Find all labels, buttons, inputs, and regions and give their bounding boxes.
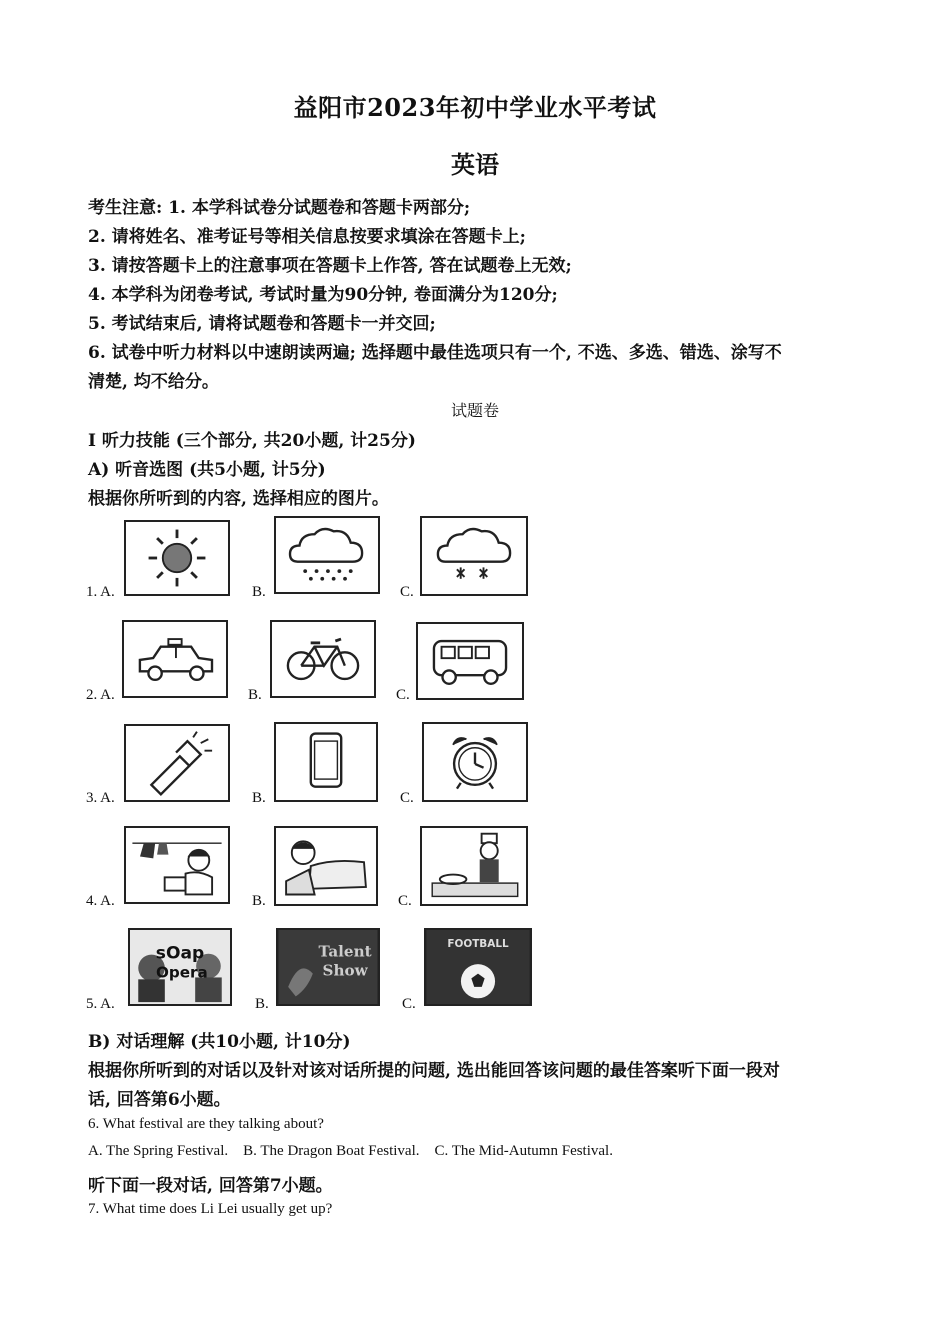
option-1b-picture — [274, 516, 380, 594]
question-6-options: A. The Spring Festival. B. The Dragon Boat Festival. C. The Mid-Autumn Festival. — [88, 1143, 613, 1159]
part1-instruction-a: 根据你所听到的内容, 选择相应的图片。 — [88, 489, 389, 509]
cooking-picture — [422, 828, 526, 904]
soap-poster-line1: sOap — [155, 943, 205, 964]
snow-cloud-icon — [422, 518, 526, 594]
notice-line-3: 3. 请按答题卡上的注意事项在答题卡上作答, 答在试题卷上无效; — [88, 256, 572, 276]
subject-title: 英语 — [451, 150, 499, 179]
row1-label-a: 1. A. — [86, 584, 115, 600]
notice-line-6: 6. 试卷中听力材料以中速朗读两遍; 选择题中最佳选项只有一个, 不选、多选、错选、涂写不 — [88, 343, 782, 363]
part1-instruction-b-1: 根据你所听到的对话以及针对该对话所提的问题, 选出能回答该问题的最佳答案听下面一段对 — [88, 1061, 780, 1081]
rain-cloud-icon — [276, 518, 378, 592]
row1-label-c: C. — [400, 584, 414, 600]
row5-label-b: B. — [255, 996, 269, 1012]
football-poster-title: FOOTBALL — [447, 938, 509, 951]
sun-icon — [126, 522, 228, 594]
row2-label-c: C. — [396, 687, 410, 703]
option-4a-picture — [124, 826, 230, 904]
part1-instruction-b-2: 话, 回答第6小题。 — [88, 1090, 231, 1110]
alarm-clock-icon — [424, 724, 526, 800]
question-6: 6. What festival are they talking about? — [88, 1116, 324, 1132]
notice-line-1: 考生注意: 1. 本学科试卷分试题卷和答题卡两部分; — [88, 198, 471, 218]
option-3b-picture — [274, 722, 378, 802]
row4-label-b: B. — [252, 893, 266, 909]
option-2c-picture — [416, 622, 524, 700]
notice-line-5: 5. 考试结束后, 请将试题卷和答题卡一并交回; — [88, 314, 436, 334]
option-1c-picture — [420, 516, 528, 596]
row5-label-a: 5. A. — [86, 996, 115, 1012]
flashlight-icon — [126, 726, 228, 800]
option-3a-picture — [124, 724, 230, 802]
notice-line-7: 清楚, 均不给分。 — [88, 372, 219, 392]
part1-sub-a: A) 听音选图 (共5小题, 计5分) — [88, 460, 326, 480]
section-label: 试题卷 — [450, 401, 499, 420]
washing-clothes-picture — [126, 828, 228, 902]
part1-sub-b: B) 对话理解 (共10小题, 计10分) — [88, 1032, 351, 1052]
option-4b-picture — [274, 826, 378, 906]
exam-title: 益阳市2023年初中学业水平考试 — [293, 93, 657, 122]
notice-line-2: 2. 请将姓名、准考证号等相关信息按要求填涂在答题卡上; — [88, 227, 526, 247]
option-4c-picture — [420, 826, 528, 906]
row5-label-c: C. — [402, 996, 416, 1012]
option-5a-picture — [128, 928, 232, 1006]
soap-poster-line2: Opera — [156, 963, 208, 982]
row2-label-b: B. — [248, 687, 262, 703]
talent-poster-line1: Talent — [318, 942, 372, 961]
talent-poster-line2: Show — [322, 961, 368, 980]
bus-icon — [418, 624, 522, 698]
question-7: 7. What time does Li Lei usually get up? — [88, 1201, 333, 1217]
talent-show-poster — [278, 930, 378, 1004]
option-3c-picture — [422, 722, 528, 802]
phone-icon — [276, 724, 376, 800]
option-2b-picture — [270, 620, 376, 698]
row3-label-a: 3. A. — [86, 790, 115, 806]
making-bed-picture — [276, 828, 376, 904]
soap-opera-poster — [130, 930, 230, 1004]
row1-label-b: B. — [252, 584, 266, 600]
option-2a-picture — [122, 620, 228, 698]
option-5b-picture — [276, 928, 380, 1006]
row4-label-a: 4. A. — [86, 893, 115, 909]
row3-label-b: B. — [252, 790, 266, 806]
part1-heading: I 听力技能 (三个部分, 共20小题, 计25分) — [88, 431, 416, 451]
taxi-icon — [124, 622, 226, 696]
row2-label-a: 2. A. — [86, 687, 115, 703]
football-poster — [426, 930, 530, 1004]
row3-label-c: C. — [400, 790, 414, 806]
listen-instruction-7: 听下面一段对话, 回答第7小题。 — [88, 1176, 333, 1196]
notice-line-4: 4. 本学科为闭卷考试, 考试时量为90分钟, 卷面满分为120分; — [88, 285, 558, 305]
bicycle-icon — [272, 622, 374, 696]
row4-label-c: C. — [398, 893, 412, 909]
option-1a-picture — [124, 520, 230, 596]
option-5c-picture — [424, 928, 532, 1006]
